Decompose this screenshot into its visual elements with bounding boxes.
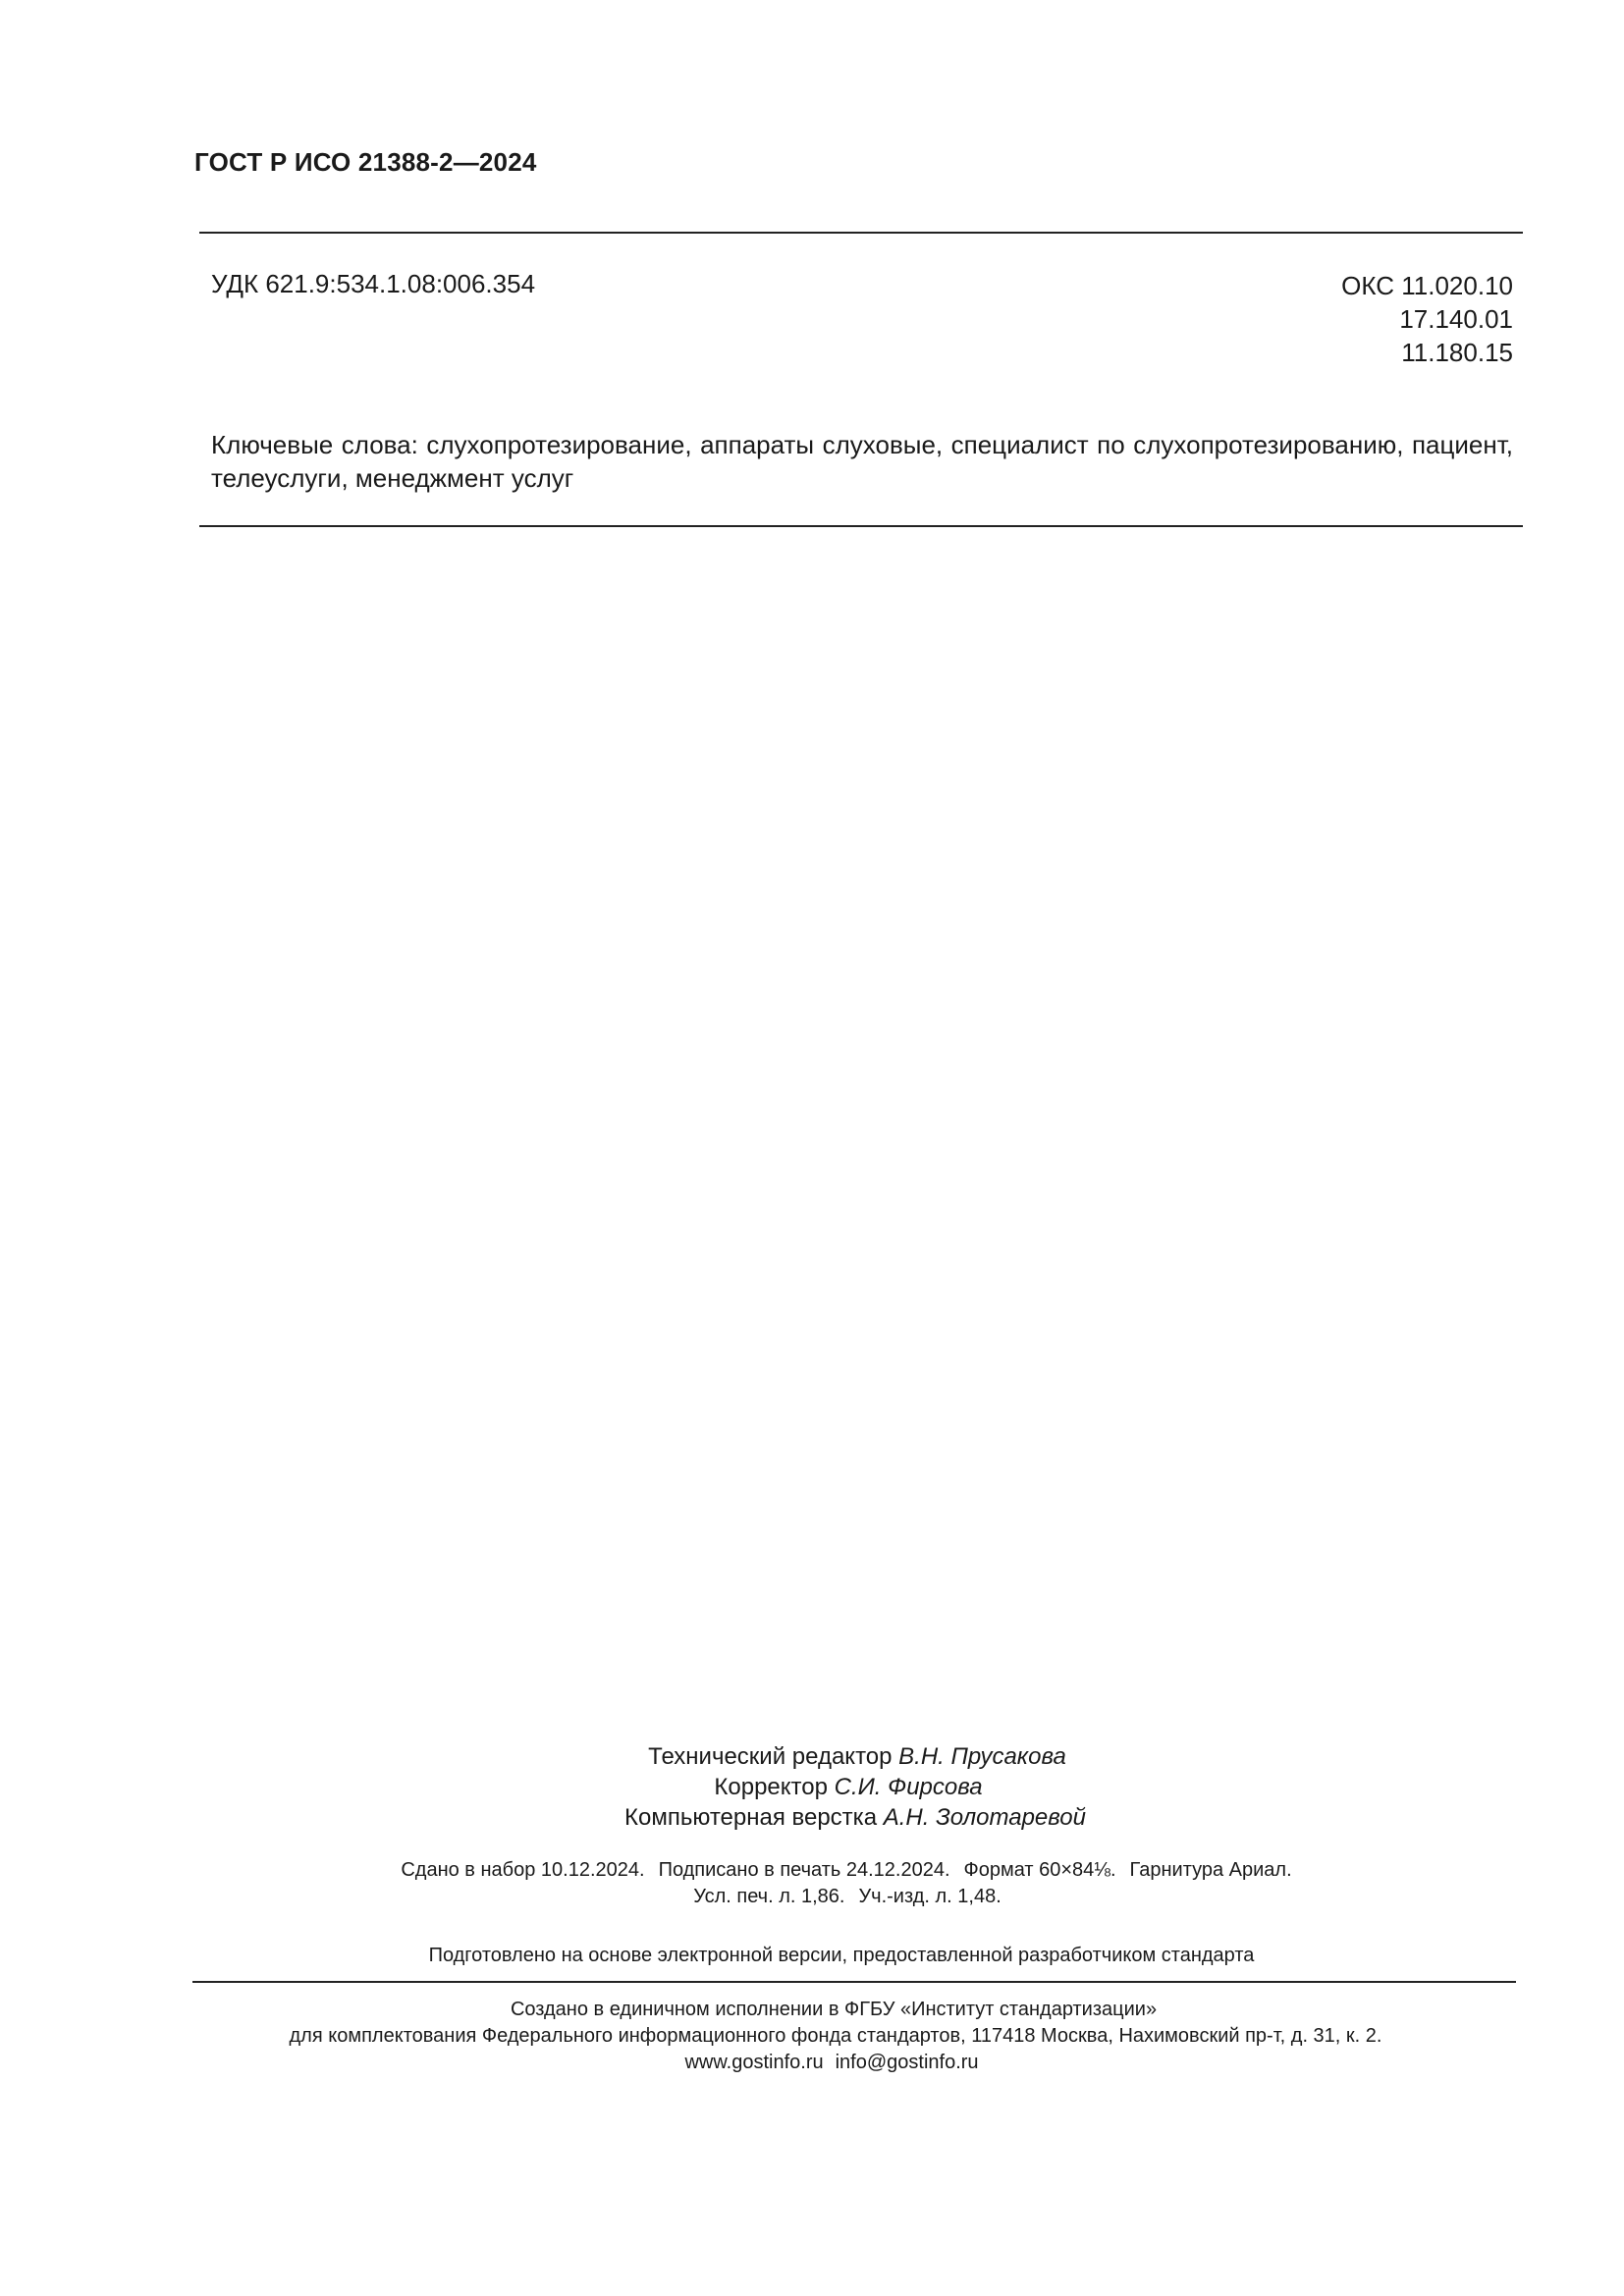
- oks-code: 17.140.01: [1399, 304, 1513, 334]
- oks-code: ОКС 11.020.10: [1341, 271, 1513, 300]
- tech-editor-role: Технический редактор: [648, 1743, 893, 1770]
- layout-role: Компьютерная верстка: [624, 1804, 878, 1831]
- document-code: ГОСТ Р ИСО 21388-2—2024: [194, 147, 537, 177]
- publisher-line-2: для комплектования Федерального информационного фонда стандартов, 117418 Москва, Нахимовский пр-т, д. 31, к. 2.: [289, 2025, 1382, 2047]
- imprint-line-1: [34, 1857, 1624, 1884]
- signed-date: Подписано в печать 24.12.2024.: [658, 1859, 950, 1881]
- imprint-line-2: [35, 1884, 1624, 1910]
- oks-code: 11.180.15: [1401, 338, 1513, 367]
- print-sheets: Усл. печ. л. 1,86.: [693, 1886, 845, 1907]
- layout-line: [43, 1802, 1624, 1833]
- publisher-line-1: Создано в единичном исполнении в ФГБУ «Институт стандартизации»: [510, 1999, 1158, 2020]
- footer-divider: [192, 1981, 1516, 1983]
- publisher-block: [0, 1997, 1624, 2076]
- imprint-block: [0, 1857, 1624, 1910]
- udk-code: УДК 621.9:534.1.08:006.354: [211, 269, 536, 298]
- email-link[interactable]: info@gostinfo.ru: [835, 2052, 979, 2073]
- corrector-line: [36, 1772, 1624, 1802]
- corrector-role: Корректор: [714, 1774, 828, 1800]
- layout-name: А.Н. Золотаревой: [883, 1804, 1086, 1831]
- corrector-name: С.И. Фирсова: [834, 1774, 983, 1800]
- typeset-date: Сдано в набор 10.12.2024.: [401, 1859, 645, 1881]
- keywords-divider: [199, 525, 1523, 527]
- edit-sheets: Уч.-изд. л. 1,48.: [858, 1886, 1001, 1907]
- website-link[interactable]: www.gostinfo.ru: [684, 2052, 824, 2073]
- publisher-contacts: [20, 2050, 1624, 2076]
- keywords-paragraph: Ключевые слова: слухопротезирование, аппараты слуховые, специалист по слухопротезированию, пациент, телеуслуги, менеджмент услуг: [211, 430, 1513, 493]
- typeface: Гарнитура Ариал.: [1129, 1859, 1292, 1881]
- tech-editor-name: В.Н. Прусакова: [898, 1743, 1066, 1770]
- oks-codes: [1341, 269, 1513, 369]
- top-divider: [199, 232, 1523, 234]
- paper-format: Формат 60×84⅛.: [963, 1859, 1116, 1881]
- tech-editor-line: [45, 1741, 1624, 1772]
- credits-block: [0, 1741, 1624, 1833]
- prepared-note: Подготовлено на основе электронной версии, предоставленной разработчиком стандарта: [428, 1945, 1255, 1966]
